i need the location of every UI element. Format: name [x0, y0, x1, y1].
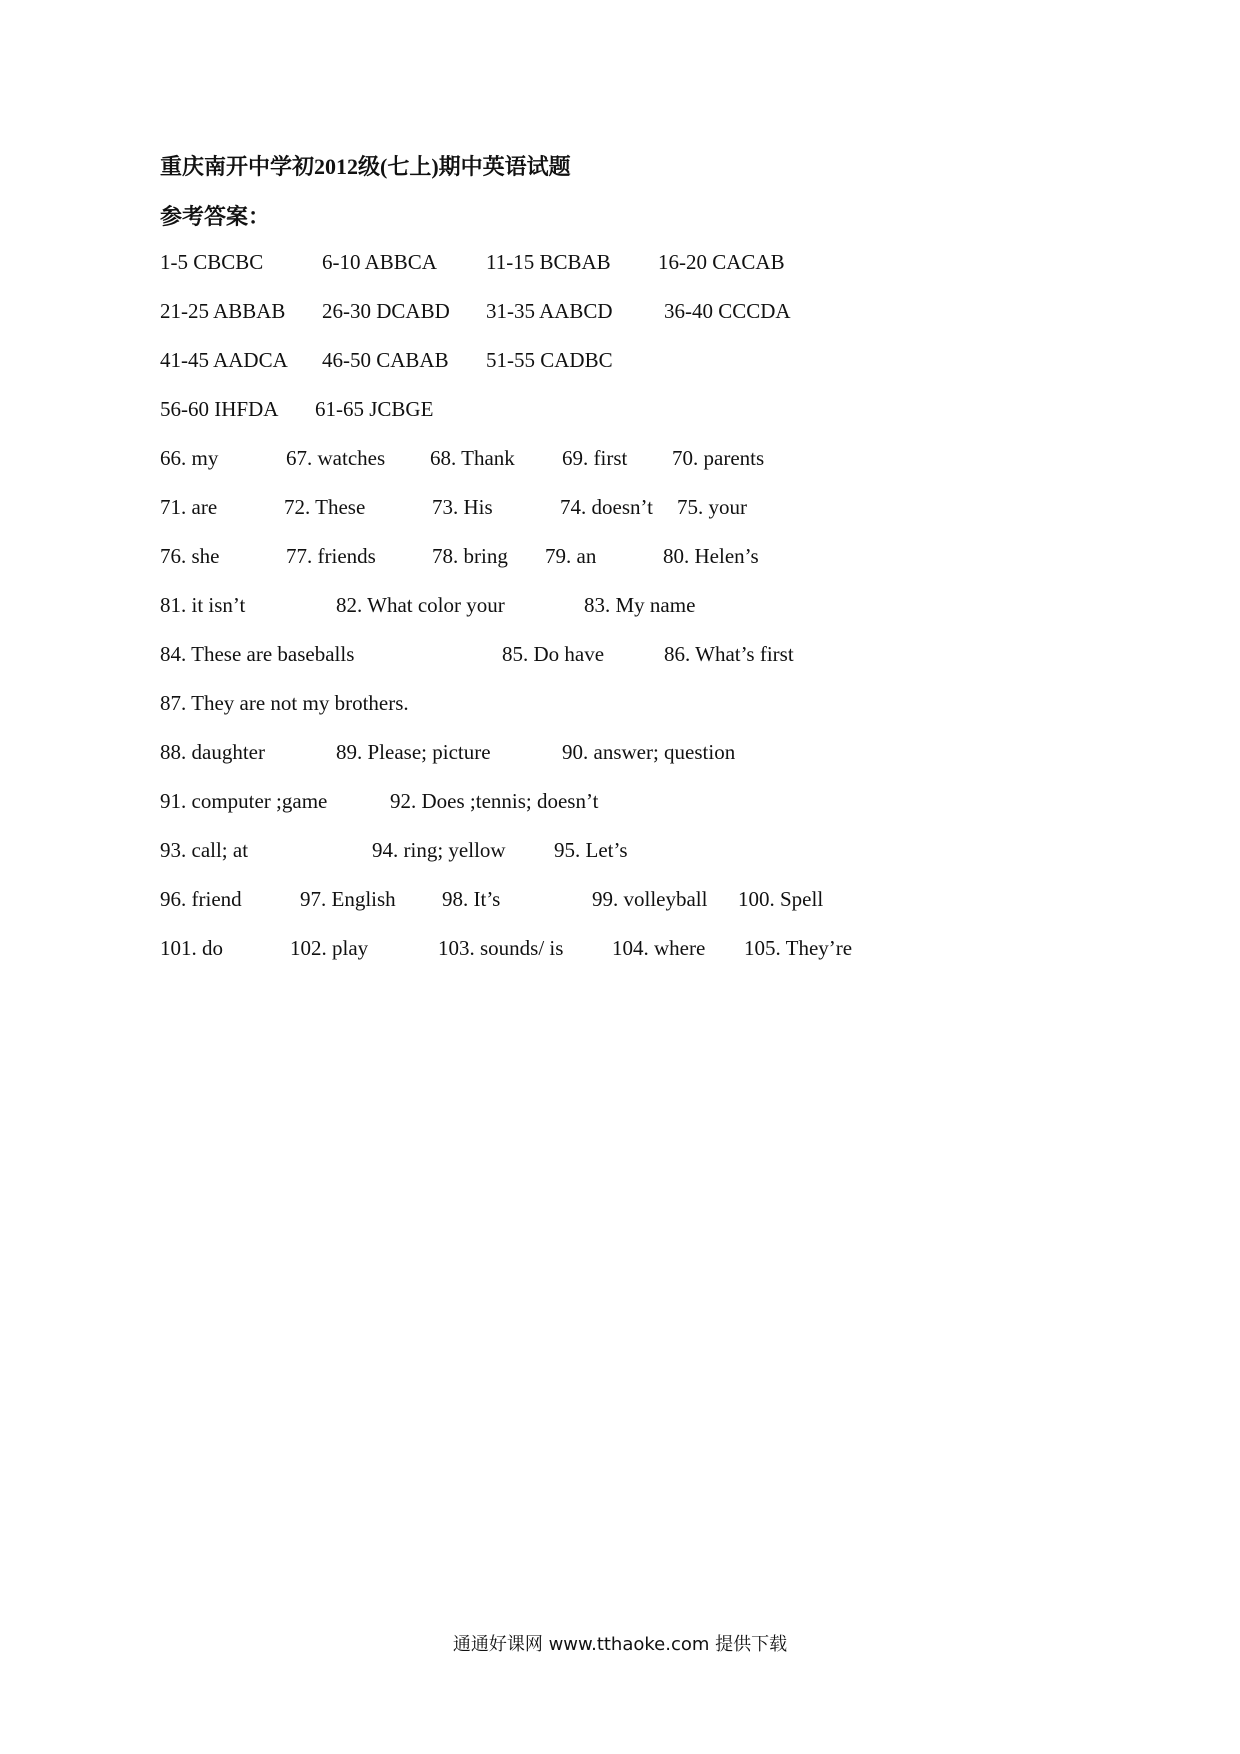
answer-row — [160, 593, 1160, 642]
answer-item: 21-25 ABBAB — [160, 299, 286, 323]
answer-item: 86. What’s first — [664, 642, 794, 666]
answer-item: 97. English — [300, 887, 396, 911]
answer-item: 84. These are baseballs — [160, 642, 355, 666]
answer-item: 82. What color your — [336, 593, 505, 617]
answer-item: 72. These — [284, 495, 366, 519]
footer-download-note: 通通好课网 www.tthaoke.com 提供下载 — [452, 1634, 788, 1655]
answer-key-heading: 参考答案： — [160, 204, 271, 229]
answer-item: 101. do — [160, 936, 223, 960]
answer-item: 56-60 IHFDA — [160, 397, 279, 421]
answer-item: 41-45 AADCA — [160, 348, 288, 372]
answer-item: 70. parents — [672, 446, 765, 470]
answer-row — [160, 642, 1160, 691]
answer-item: 76. she — [160, 544, 220, 568]
answer-item: 90. answer; question — [562, 740, 736, 764]
answer-item: 36-40 CCCDA — [664, 299, 791, 323]
answer-item: 69. first — [562, 446, 628, 470]
answer-list — [160, 250, 1160, 985]
answer-item: 104. where — [612, 936, 706, 960]
answer-item: 103. sounds/ is — [438, 936, 564, 960]
answer-item: 89. Please; picture — [336, 740, 491, 764]
answer-row — [160, 740, 1160, 789]
answer-item: 99. volleyball — [592, 887, 708, 911]
answer-item: 95. Let’s — [554, 838, 628, 862]
answer-item: 16-20 CACAB — [658, 250, 785, 274]
answer-row — [160, 446, 1160, 495]
answer-item: 91. computer ;game — [160, 789, 328, 813]
answer-item: 51-55 CADBC — [486, 348, 613, 372]
answer-item: 93. call; at — [160, 838, 249, 862]
answer-item: 96. friend — [160, 887, 242, 911]
answer-item: 71. are — [160, 495, 218, 519]
answer-item: 81. it isn’t — [160, 593, 246, 617]
answer-item: 79. an — [545, 544, 597, 568]
answer-item: 80. Helen’s — [663, 544, 759, 568]
answer-item: 61-65 JCBGE — [315, 397, 434, 421]
answer-item: 26-30 DCABD — [322, 299, 450, 323]
answer-item: 85. Do have — [502, 642, 605, 666]
answer-item: 102. play — [290, 936, 369, 960]
answer-row — [160, 495, 1160, 544]
answer-item: 74. doesn’t — [560, 495, 653, 519]
answer-item: 92. Does ;tennis; doesn’t — [390, 789, 599, 813]
answer-item: 67. watches — [286, 446, 386, 470]
answer-item: 88. daughter — [160, 740, 265, 764]
answer-item: 1-5 CBCBC — [160, 250, 264, 274]
answer-row — [160, 348, 1160, 397]
answer-item: 98. It’s — [442, 887, 501, 911]
answer-item: 6-10 ABBCA — [322, 250, 437, 274]
document-title: 重庆南开中学初2012级(七上)期中英语试题 — [160, 154, 571, 179]
answer-item: 100. Spell — [738, 887, 824, 911]
answer-item: 94. ring; yellow — [372, 838, 506, 862]
answer-row — [160, 544, 1160, 593]
answer-row — [160, 691, 1160, 740]
answer-row — [160, 789, 1160, 838]
answer-item: 87. They are not my brothers. — [160, 691, 409, 715]
answer-row — [160, 887, 1160, 936]
answer-item: 77. friends — [286, 544, 376, 568]
answer-item: 73. His — [432, 495, 493, 519]
answer-row — [160, 397, 1160, 446]
answer-row — [160, 250, 1160, 299]
answer-item: 83. My name — [584, 593, 696, 617]
answer-item: 11-15 BCBAB — [486, 250, 611, 274]
answer-row — [160, 838, 1160, 887]
answer-item: 75. your — [677, 495, 747, 519]
answer-row — [160, 936, 1160, 985]
answer-item: 31-35 AABCD — [486, 299, 613, 323]
answer-item: 68. Thank — [430, 446, 515, 470]
answer-row — [160, 299, 1160, 348]
answer-item: 78. bring — [432, 544, 508, 568]
answer-item: 46-50 CABAB — [322, 348, 449, 372]
answer-item: 105. They’re — [744, 936, 853, 960]
answer-item: 66. my — [160, 446, 219, 470]
